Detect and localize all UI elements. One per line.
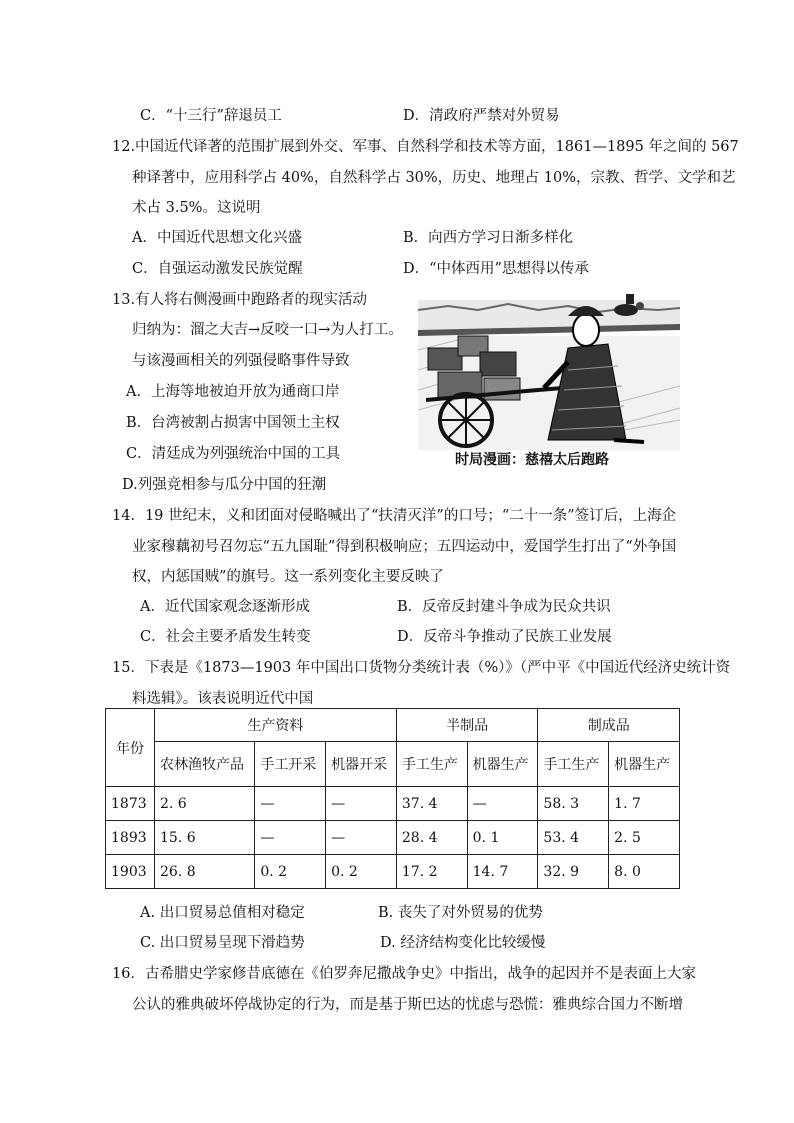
q12-stem-line-3: 术占 3.5%。这说明: [132, 200, 261, 216]
q12-option-b: B．向西方学习日渐多样化: [403, 230, 574, 246]
q12-option-a: A．中国近代思想文化兴盛: [132, 230, 302, 246]
q12-stem-line-1: 12.中国近代译著的范围扩展到外交、军事、自然科学和技术等方面，1861—1895 年之间的 567: [112, 139, 739, 155]
table-cell: 1873: [106, 787, 155, 821]
q13-option-c: C．清廷成为列强统治中国的工具: [126, 446, 341, 462]
table-group-header: 生产资料: [155, 709, 397, 742]
cartoon-drawing: [418, 290, 680, 450]
cartoon-image: [418, 290, 680, 473]
q11-option-d: D．清政府严禁对外贸易: [403, 108, 560, 124]
table-cell: 1. 7: [609, 787, 680, 821]
table-subheader: 机器开采: [326, 742, 397, 787]
q13-stem-line-2: 归纳为：溜之大吉→反咬一口→为人打工。: [132, 322, 403, 338]
table-subheader: 机器生产: [609, 742, 680, 787]
table-subheader: 手工生产: [396, 742, 467, 787]
table-row: [106, 821, 680, 855]
table-cell: 58. 3: [538, 787, 609, 821]
export-stats-table: [105, 708, 680, 889]
table-header-year: 年份: [106, 709, 155, 787]
table-row: [106, 855, 680, 889]
q15-stem-line-2: 料选辑》。该表说明近代中国: [132, 691, 314, 707]
table-cell: —: [326, 787, 397, 821]
q15-option-a: A. 出口贸易总值相对稳定: [140, 905, 305, 921]
table-subheader: 农林渔牧产品: [155, 742, 255, 787]
table-cell: 2. 5: [609, 821, 680, 855]
table-cell: —: [255, 787, 326, 821]
table-cell: 0. 2: [255, 855, 326, 889]
table-row: [106, 787, 680, 821]
table-cell: —: [467, 787, 538, 821]
q13-stem-line-1: 13.有人将右侧漫画中跑路者的现实活动: [112, 292, 368, 308]
table-cell: 53. 4: [538, 821, 609, 855]
table-cell: 1903: [106, 855, 155, 889]
q12-stem-line-2: 种译著中，应用科学占 40%，自然科学占 30%，历史、地理占 10%，宗教、哲学、文学和艺: [132, 170, 736, 186]
q14-stem-line-3: 权，内惩国贼”的旗号。这一系列变化主要反映了: [132, 569, 444, 585]
q15-stem-line-1: 15．下表是《1873—1903 年中国出口货物分类统计表（%）》（严中平《中国近代经济史统计资: [112, 660, 731, 676]
table-cell: 0. 1: [467, 821, 538, 855]
table-cell: 28. 4: [396, 821, 467, 855]
table-cell: 15. 6: [155, 821, 255, 855]
q12-option-c: C．自强运动激发民族觉醒: [132, 261, 303, 277]
table-cell: —: [326, 821, 397, 855]
q12-option-d: D．“中体西用”思想得以传承: [403, 261, 589, 277]
table-group-header: 制成品: [538, 709, 680, 742]
table-group-header: 半制品: [396, 709, 538, 742]
q15-option-b: B. 丧失了对外贸易的优势: [378, 905, 543, 921]
q14-option-c: C．社会主要矛盾发生转变: [140, 629, 311, 645]
cartoon-caption: 时局漫画：慈禧太后跑路: [455, 452, 609, 468]
q13-option-d: D.列强竞相参与瓜分中国的狂潮: [122, 477, 327, 493]
table-cell: 8. 0: [609, 855, 680, 889]
table-cell: —: [255, 821, 326, 855]
q14-option-a: A．近代国家观念逐渐形成: [140, 599, 310, 615]
q14-option-b: B．反帝反封建斗争成为民众共识: [397, 599, 611, 615]
table-cell: 0. 2: [326, 855, 397, 889]
table-cell: 17. 2: [396, 855, 467, 889]
q15-option-c: C. 出口贸易呈现下滑趋势: [140, 935, 305, 951]
q13-option-a: A．上海等地被迫开放为通商口岸: [126, 384, 340, 400]
table-subheader: 手工开采: [255, 742, 326, 787]
table-cell: 2. 6: [155, 787, 255, 821]
table-subheader: 机器生产: [467, 742, 538, 787]
q14-option-d: D．反帝斗争推动了民族工业发展: [397, 629, 612, 645]
q13-option-b: B．台湾被割占损害中国领土主权: [126, 415, 340, 431]
q13-stem-line-3: 与该漫画相关的列强侵略事件导致: [132, 353, 350, 369]
table-cell: 37. 4: [396, 787, 467, 821]
table-cell: 14. 7: [467, 855, 538, 889]
q16-stem-line-2: 公认的雅典破坏停战协定的行为，而是基于斯巴达的忧虑与恐慌：雅典综合国力不断增: [132, 997, 683, 1013]
table-cell: 26. 8: [155, 855, 255, 889]
table-cell: 1893: [106, 821, 155, 855]
q11-option-c: C．“十三行”辞退员工: [140, 108, 282, 124]
table-subheader: 手工生产: [538, 742, 609, 787]
table-cell: 32. 9: [538, 855, 609, 889]
q14-stem-line-1: 14．19 世纪末，义和团面对侵略喊出了“扶清灭洋”的口号；“二十一条”签订后，上海企: [112, 508, 677, 524]
q15-option-d: D. 经济结构变化比较缓慢: [380, 935, 546, 951]
q14-stem-line-2: 业家穆藕初号召勿忘“五九国耻”得到积极响应；五四运动中，爱国学生打出了“外争国: [132, 539, 677, 555]
q16-stem-line-1: 16．古希腊史学家修昔底德在《伯罗奔尼撒战争史》中指出，战争的起因并不是表面上大家: [112, 966, 696, 982]
